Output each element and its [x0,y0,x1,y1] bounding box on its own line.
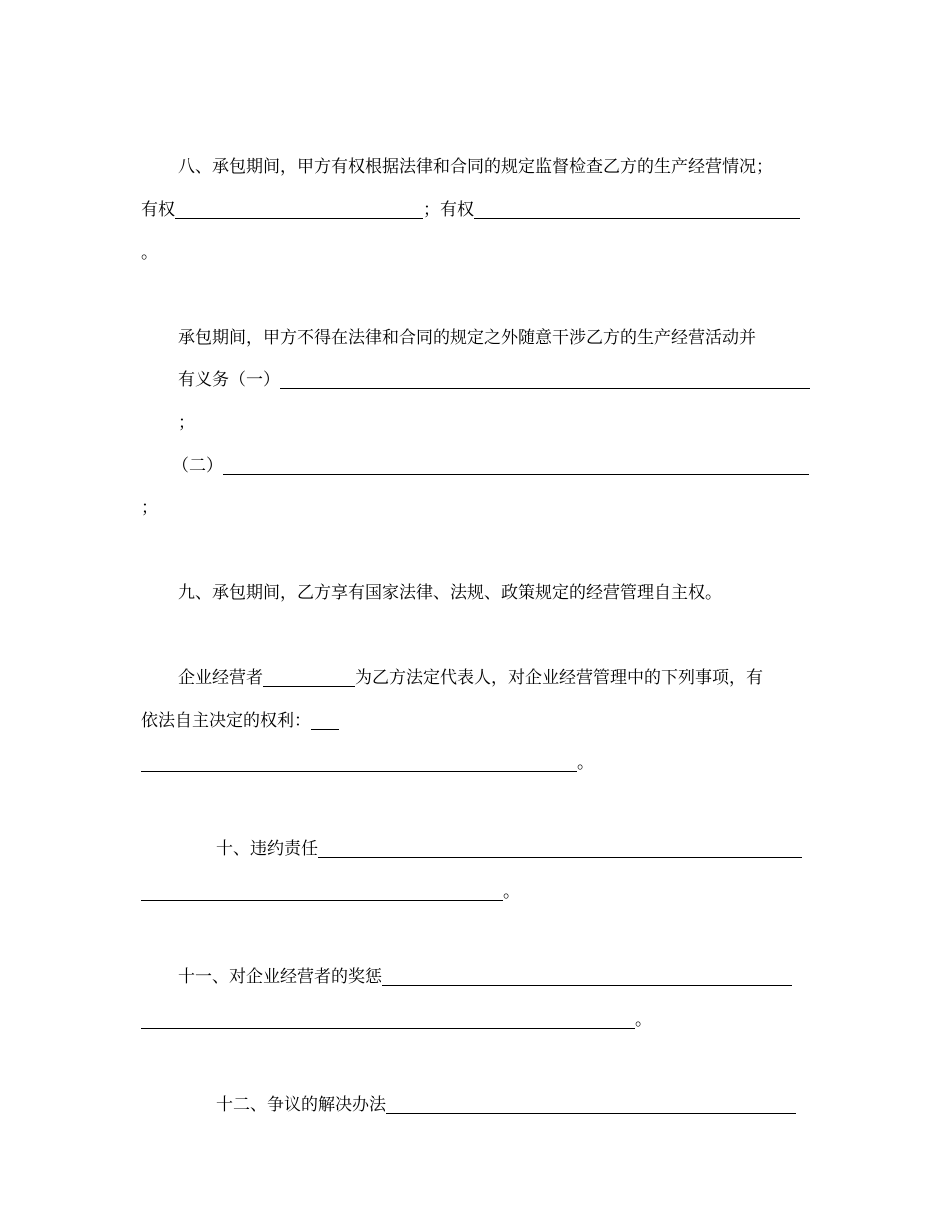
article8-para2-text: 承包期间，甲方不得在法律和合同的规定之外随意干涉乙方的生产经营活动并 [178,328,756,348]
breach-liability-blank-cont[interactable] [141,883,503,901]
article11-cont [141,1009,652,1031]
article9-manager-line [178,667,763,689]
rights-blank[interactable] [141,754,577,772]
article8-duty2-end [141,497,158,519]
article9-para1-text: 九、承包期间，乙方享有国家法律、法规、政策规定的经营管理自主权。 [178,583,722,603]
rights-label: 依法自主决定的权利： [141,711,311,731]
right-b-blank[interactable] [474,201,800,219]
article10-cont [141,881,520,903]
rights-start-blank[interactable] [311,712,339,730]
end-mark: 。 [503,882,520,902]
right-label-b: 有权 [440,200,474,220]
manager-name-blank[interactable] [263,669,355,687]
article8-duty1-end [178,412,195,434]
manager-suffix: 为乙方法定代表人，对企业经营管理中的下列事项，有 [355,668,763,688]
article8-para1-text: 八、承包期间，甲方有权根据法律和合同的规定监督检查乙方的生产经营情况； [178,157,773,177]
reward-penalty-blank[interactable] [382,968,792,986]
article9-rights-line [141,710,339,732]
breach-liability-blank[interactable] [318,840,802,858]
article8-para2 [178,327,756,349]
article8-rights-end [141,242,158,264]
article10-label: 十、违约责任 [216,839,318,859]
reward-penalty-blank-cont[interactable] [141,1011,635,1029]
article12-label: 十二、争议的解决办法 [216,1095,386,1115]
duty1-blank[interactable] [280,371,810,389]
duty-label-2: （二） [172,456,223,476]
end-mark: 。 [141,243,158,263]
rights-separator: ； [423,200,440,220]
article9-para1 [178,582,722,604]
article11-label: 十一、对企业经营者的奖惩 [178,967,382,987]
manager-prefix: 企业经营者 [178,668,263,688]
article11-line [178,966,792,988]
semicolon: ； [178,413,195,433]
article10-line [216,838,802,860]
end-mark: 。 [635,1010,652,1030]
article8-rights-line [141,199,800,221]
dispute-resolution-blank[interactable] [386,1096,796,1114]
duty-label-1: 有义务（一） [178,370,280,390]
article8-duty1-line [178,369,810,391]
semicolon: ； [141,498,158,518]
article8-para1 [178,156,773,178]
article9-rights-cont [141,752,594,774]
right-a-blank[interactable] [175,201,423,219]
right-label-a: 有权 [141,200,175,220]
article12-line [216,1094,796,1116]
end-mark: 。 [577,753,594,773]
article8-duty2-line [172,455,809,477]
duty2-blank[interactable] [223,457,809,475]
